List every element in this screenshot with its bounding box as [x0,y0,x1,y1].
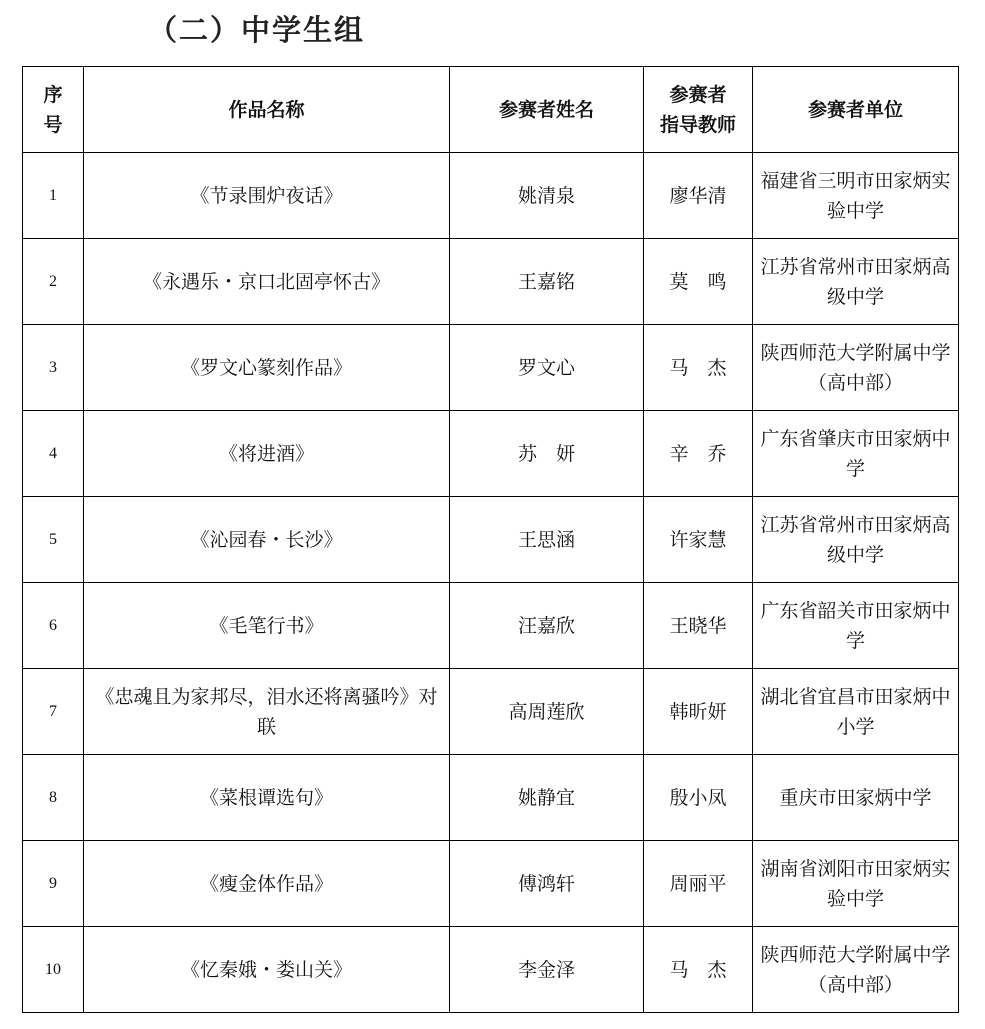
row-index: 3 [23,325,84,411]
header-participant-unit: 参赛者单位 [753,67,959,153]
table-row [23,669,959,755]
row-teacher: 廖华清 [644,153,753,239]
table-row [23,927,959,1013]
row-participant-name: 苏 妍 [450,411,644,497]
row-index: 8 [23,755,84,841]
row-index: 10 [23,927,84,1013]
row-participant-name: 傅鸿轩 [450,841,644,927]
row-participant-unit: 陕西师范大学附属中学（高中部） [753,927,959,1013]
row-participant-name: 姚静宜 [450,755,644,841]
row-work-title: 《菜根谭选句》 [84,755,450,841]
row-work-title: 《忆秦娥・娄山关》 [84,927,450,1013]
row-participant-unit: 陕西师范大学附属中学（高中部） [753,325,959,411]
row-teacher: 王晓华 [644,583,753,669]
award-table [22,66,959,1013]
row-work-title: 《忠魂且为家邦尽，泪水还将离骚吟》对联 [84,669,450,755]
row-participant-unit: 福建省三明市田家炳实验中学 [753,153,959,239]
row-index: 4 [23,411,84,497]
table-row [23,583,959,669]
row-teacher: 许家慧 [644,497,753,583]
header-participant-name: 参赛者姓名 [450,67,644,153]
row-teacher: 马 杰 [644,927,753,1013]
row-index: 1 [23,153,84,239]
row-participant-unit: 江苏省常州市田家炳高级中学 [753,239,959,325]
row-index: 9 [23,841,84,927]
row-participant-name: 罗文心 [450,325,644,411]
row-teacher: 周丽平 [644,841,753,927]
row-index: 2 [23,239,84,325]
table-header-row [23,67,959,153]
row-index: 5 [23,497,84,583]
row-teacher: 辛 乔 [644,411,753,497]
row-work-title: 《节录围炉夜话》 [84,153,450,239]
row-participant-unit: 重庆市田家炳中学 [753,755,959,841]
row-participant-unit: 湖南省浏阳市田家炳实验中学 [753,841,959,927]
row-participant-name: 王嘉铭 [450,239,644,325]
row-participant-unit: 江苏省常州市田家炳高级中学 [753,497,959,583]
section-title: （二）中学生组 [148,13,366,47]
row-participant-name: 汪嘉欣 [450,583,644,669]
table-row [23,325,959,411]
row-teacher: 马 杰 [644,325,753,411]
table-row [23,411,959,497]
row-work-title: 《沁园春・长沙》 [84,497,450,583]
row-participant-name: 高周莲欣 [450,669,644,755]
header-work-title: 作品名称 [84,67,450,153]
table-row [23,755,959,841]
table-row [23,153,959,239]
row-teacher: 莫 鸣 [644,239,753,325]
row-work-title: 《罗文心篆刻作品》 [84,325,450,411]
row-work-title: 《将进酒》 [84,411,450,497]
row-participant-unit: 湖北省宜昌市田家炳中小学 [753,669,959,755]
row-participant-name: 王思涵 [450,497,644,583]
row-work-title: 《瘦金体作品》 [84,841,450,927]
table-row [23,497,959,583]
row-participant-unit: 广东省肇庆市田家炳中学 [753,411,959,497]
row-participant-unit: 广东省韶关市田家炳中学 [753,583,959,669]
row-work-title: 《永遇乐・京口北固亭怀古》 [84,239,450,325]
row-teacher: 殷小凤 [644,755,753,841]
row-teacher: 韩昕妍 [644,669,753,755]
row-participant-name: 姚清泉 [450,153,644,239]
table-row [23,841,959,927]
header-index: 序 号 [23,67,84,153]
header-teacher: 参赛者 指导教师 [644,67,753,153]
row-index: 7 [23,669,84,755]
row-work-title: 《毛笔行书》 [84,583,450,669]
row-index: 6 [23,583,84,669]
row-participant-name: 李金泽 [450,927,644,1013]
table-row [23,239,959,325]
